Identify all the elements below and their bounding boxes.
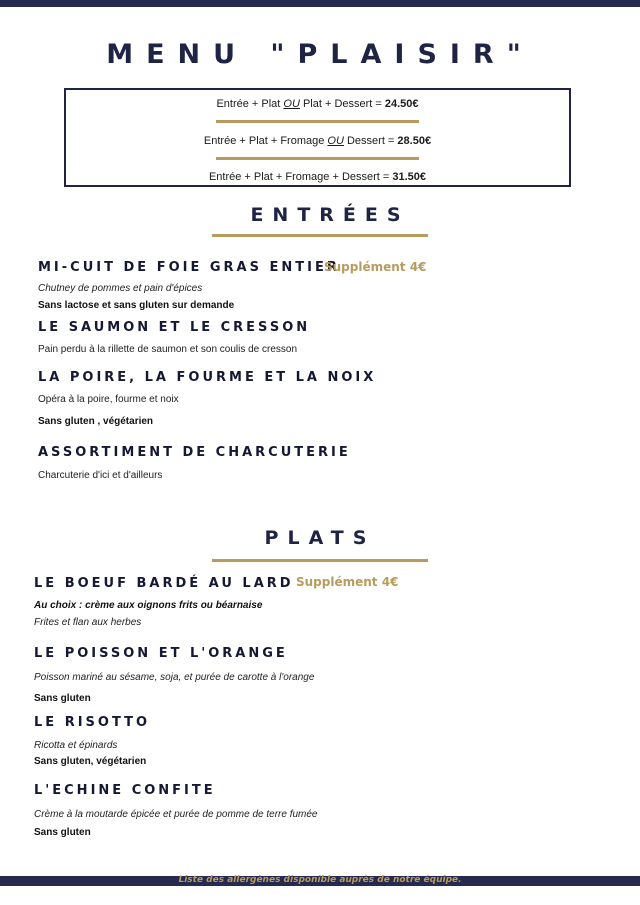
dish-note: Sans gluten , végétarien xyxy=(38,416,154,427)
allergen-footer: Liste des allergènes disponible auprès de notre équipe. xyxy=(178,875,462,885)
dish-note: Sans gluten xyxy=(34,827,91,838)
dish-name: LE POISSON ET L'ORANGE xyxy=(34,646,288,661)
dish-description: Ricotta et épinards xyxy=(34,740,118,751)
dish-choice: Au choix : crème aux oignons frits ou béarnaise xyxy=(34,600,263,611)
dish-name: LE BOEUF BARDÉ AU LARD xyxy=(34,576,294,591)
price-line-3: Entrée + Plat + Fromage + Dessert = 31.50€ xyxy=(208,171,427,183)
dish-name: LE RISOTTO xyxy=(34,715,151,730)
divider xyxy=(216,157,419,160)
plats-divider xyxy=(212,559,428,562)
dish-description: Charcuterie d'ici et d'ailleurs xyxy=(38,470,163,481)
dish-name: MI-CUIT DE FOIE GRAS ENTIER xyxy=(38,260,340,275)
supplement-label: Supplément 4€ xyxy=(296,575,399,589)
dish-description: Crème à la moutarde épicée et purée de pomme de terre fumée xyxy=(34,809,318,820)
dish-description: Opéra à la poire, fourme et noix xyxy=(38,394,179,405)
dish-note: Sans gluten xyxy=(34,693,91,704)
supplement-label: Supplément 4€ xyxy=(324,260,427,274)
dish-description: Chutney de pommes et pain d'épices xyxy=(38,283,203,294)
price-line-1: Entrée + Plat OU Plat + Dessert = 24.50€ xyxy=(216,98,419,110)
dish-name: LA POIRE, LA FOURME ET LA NOIX xyxy=(38,370,377,385)
entrees-title: ENTRÉES xyxy=(250,204,410,226)
dish-description: Frites et flan aux herbes xyxy=(34,617,142,628)
dish-name: L'ECHINE CONFITE xyxy=(34,783,216,798)
plats-title: PLATS xyxy=(264,527,376,549)
dish-note: Sans gluten, végétarien xyxy=(34,756,147,767)
dish-note: Sans lactose et sans gluten sur demande xyxy=(38,300,235,311)
divider xyxy=(216,120,419,123)
dish-description: Poisson mariné au sésame, soja, et purée de carotte à l'orange xyxy=(34,672,315,683)
entrees-divider xyxy=(212,234,428,237)
price-box xyxy=(64,88,571,187)
top-bar xyxy=(0,0,640,7)
menu-title: MENU "PLAISIR" xyxy=(106,39,534,70)
dish-description: Pain perdu à la rillette de saumon et son coulis de cresson xyxy=(38,344,298,355)
price-line-2: Entrée + Plat + Fromage OU Dessert = 28.50€ xyxy=(203,135,432,147)
dish-name: LE SAUMON ET LE CRESSON xyxy=(38,320,311,335)
dish-name: ASSORTIMENT DE CHARCUTERIE xyxy=(38,445,351,460)
